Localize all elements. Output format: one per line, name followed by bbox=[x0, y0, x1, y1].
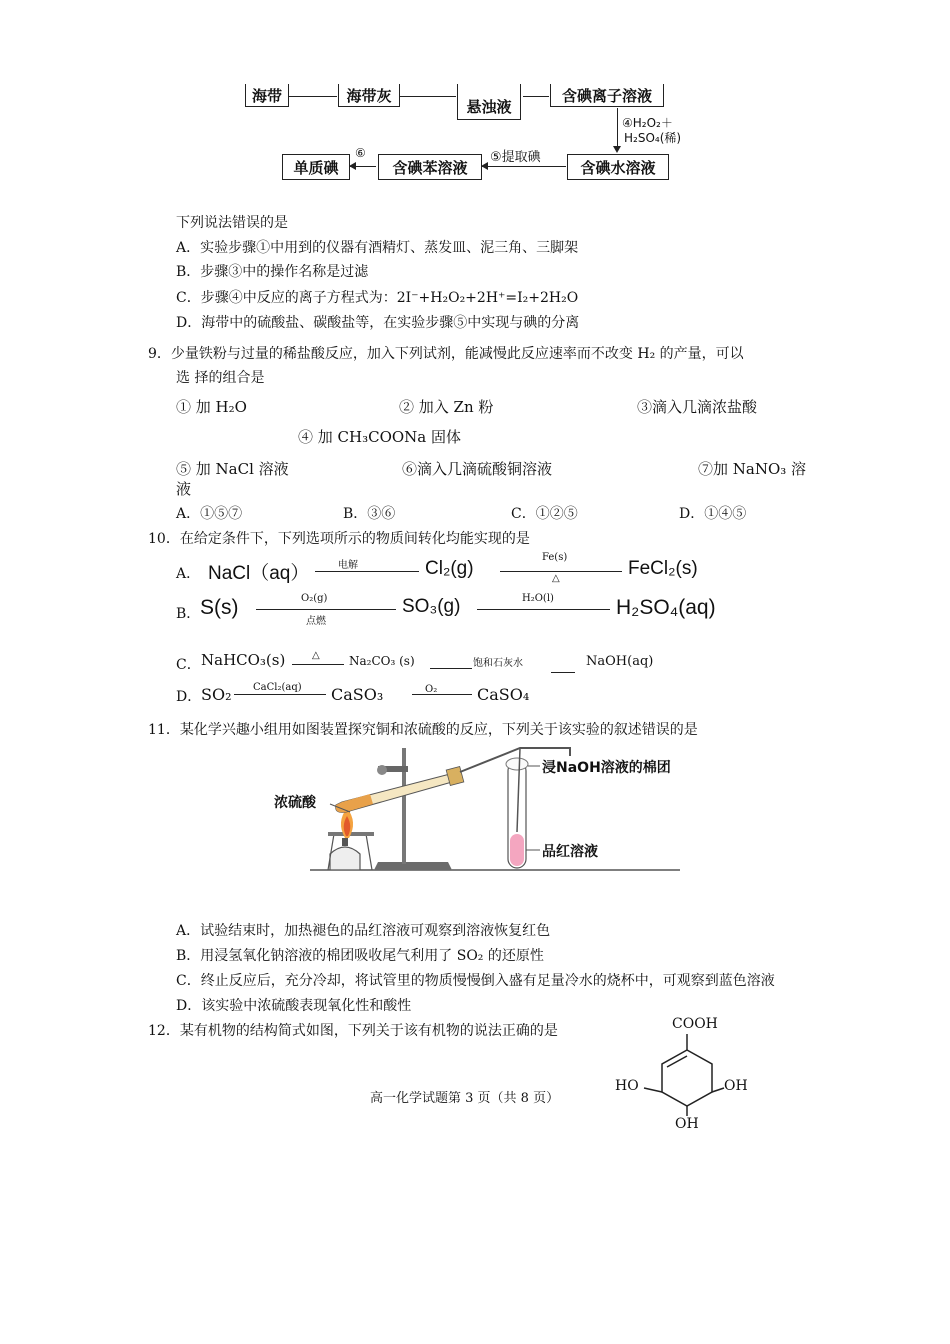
q9-choice-c: C．①②⑤ bbox=[511, 506, 578, 522]
q10-d-species-3: CaSO₄ bbox=[477, 685, 530, 704]
q9-choice-b: B．③⑥ bbox=[343, 506, 396, 522]
q9-stem-line1: 9．少量铁粉与过量的稀盐酸反应，加入下列试剂，能减慢此反应速率而不改变 H₂ 的产量，可以 bbox=[148, 346, 744, 362]
q10-d-species-2: CaSO₃ bbox=[331, 685, 384, 704]
q10-c-species-1: NaHCO₃(s) bbox=[201, 651, 286, 669]
q8-option-a: A．实验步骤①中用到的仪器有酒精灯、蒸发皿、泥三角、三脚架 bbox=[176, 240, 579, 256]
q10-a-arrow-2 bbox=[500, 571, 622, 572]
flow-step6: ⑥ bbox=[355, 146, 366, 160]
q10-c-arrow-2b bbox=[551, 672, 575, 673]
q10-a-condition-2a: Fe(s) bbox=[542, 552, 568, 563]
q10-a-species-1: NaCl（aq） bbox=[208, 563, 310, 584]
label-naoh-cotton: 浸NaOH溶液的棉团 bbox=[542, 760, 671, 776]
q10-d-species-1: SO₂ bbox=[201, 685, 232, 704]
q10-b-species-2: SO₃(g) bbox=[402, 596, 461, 617]
flow-step4-line2: H₂SO₄(稀) bbox=[624, 131, 682, 145]
structure-cooh: COOH bbox=[672, 1016, 718, 1032]
q10-b-species-1: S(s) bbox=[200, 596, 239, 619]
q10-b-condition-1b: 点燃 bbox=[306, 616, 326, 627]
q10-c-species-3: NaOH(aq) bbox=[586, 654, 654, 669]
q8-option-c: C．步骤④中反应的离子方程式为：2I⁻+H₂O₂+2H⁺=I₂+2H₂O bbox=[176, 290, 579, 306]
arrow-head-left-icon bbox=[349, 162, 356, 170]
q10-c-label: C． bbox=[176, 657, 201, 673]
arrow-head-down-icon bbox=[613, 146, 621, 153]
flow-box-seaweed: 海带 bbox=[245, 84, 289, 107]
page-footer: 高一化学试题第 3 页（共 8 页） bbox=[370, 1091, 560, 1106]
q9-item-7a: ⑦加 NaNO₃ 溶 bbox=[698, 460, 807, 478]
q10-a-condition-2b: △ bbox=[552, 573, 560, 584]
flow-step4-line1: ④H₂O₂＋ bbox=[622, 116, 673, 130]
q11-option-a: A．试验结束时，加热褪色的品红溶液可观察到溶液恢复红色 bbox=[176, 923, 551, 939]
flow-box-suspension: 悬浊液 bbox=[457, 84, 521, 120]
structure-oh-left: HO bbox=[615, 1078, 639, 1094]
q9-item-5: ⑤ 加 NaCl 溶液 bbox=[176, 460, 289, 478]
flow-box-iodine: 单质碘 bbox=[282, 154, 350, 180]
flow-box-iodine-water: 含碘水溶液 bbox=[567, 154, 669, 180]
q10-d-condition-1: CaCl₂(aq) bbox=[253, 682, 302, 693]
q9-choice-d: D．①④⑤ bbox=[679, 506, 747, 522]
q11-option-b: B．用浸氢氧化钠溶液的棉团吸收尾气利用了 SO₂ 的还原性 bbox=[176, 948, 544, 964]
flow-box-iodide-solution: 含碘离子溶液 bbox=[550, 84, 664, 107]
structure-oh-right: OH bbox=[724, 1078, 748, 1094]
q10-c-arrow-2a bbox=[430, 668, 472, 669]
q11-option-c: C．终止反应后，充分冷却，将试管里的物质慢慢倒入盛有足量冷水的烧杯中，可观察到蓝色溶液 bbox=[176, 973, 775, 989]
q10-d-label: D． bbox=[176, 689, 202, 705]
q9-item-6: ⑥滴入几滴硫酸铜溶液 bbox=[402, 460, 553, 478]
q10-c-condition-1: △ bbox=[312, 650, 320, 661]
q10-a-species-3: FeCl₂(s) bbox=[628, 558, 698, 579]
q9-item-2: ② 加入 Zn 粉 bbox=[399, 398, 494, 416]
apparatus-figure bbox=[270, 742, 690, 878]
q10-d-condition-2: O₂ bbox=[425, 684, 438, 695]
flow-box-iodine-benzene: 含碘苯溶液 bbox=[378, 154, 482, 180]
q9-item-3: ③滴入几滴浓盐酸 bbox=[637, 398, 758, 416]
q11-stem: 11．某化学兴趣小组用如图装置探究铜和浓硫酸的反应，下列关于该实验的叙述错误的是 bbox=[148, 722, 698, 738]
structure-figure bbox=[612, 1012, 762, 1136]
flow-box-seaweed-ash: 海带灰 bbox=[338, 84, 400, 107]
label-magenta-solution: 品红溶液 bbox=[542, 844, 598, 860]
q9-stem-line2: 选 择的组合是 bbox=[176, 370, 265, 386]
q10-c-species-2: Na₂CO₃ (s) bbox=[349, 654, 415, 668]
q10-b-label: B． bbox=[176, 606, 201, 622]
arrow-head-left-icon bbox=[481, 162, 488, 170]
flow-arrow bbox=[523, 96, 549, 97]
flow-arrow bbox=[482, 166, 566, 167]
q10-a-species-2: Cl₂(g) bbox=[425, 558, 474, 579]
q10-a-arrow-1 bbox=[315, 571, 419, 572]
q10-d-arrow-2 bbox=[412, 694, 472, 695]
q10-b-condition-1a: O₂(g) bbox=[301, 593, 328, 604]
q10-c-arrow-1 bbox=[292, 664, 344, 665]
q10-b-species-3: H₂SO₄(aq) bbox=[616, 596, 716, 619]
q10-b-arrow-1 bbox=[256, 609, 396, 610]
label-concentrated-acid: 浓硫酸 bbox=[274, 795, 316, 811]
q8-option-b: B．步骤③中的操作名称是过滤 bbox=[176, 264, 369, 280]
q9-item-4: ④ 加 CH₃COONa 固体 bbox=[298, 428, 462, 446]
flow-arrow-down bbox=[617, 108, 618, 150]
q10-stem: 10．在给定条件下，下列选项所示的物质间转化均能实现的是 bbox=[148, 531, 530, 547]
structure-oh-bottom: OH bbox=[675, 1116, 699, 1132]
q10-d-arrow-1 bbox=[234, 694, 326, 695]
q9-choice-a: A．①⑤⑦ bbox=[176, 506, 243, 522]
q8-option-d: D．海带中的硫酸盐、碳酸盐等，在实验步骤⑤中实现与碘的分离 bbox=[176, 315, 580, 331]
q10-a-condition-1: 电解 bbox=[338, 560, 358, 571]
q12-stem: 12．某有机物的结构简式如图，下列关于该有机物的说法正确的是 bbox=[148, 1023, 558, 1039]
q9-item-7b: 液 bbox=[176, 480, 192, 498]
flow-step5: ⑤提取碘 bbox=[490, 150, 541, 165]
flow-arrow bbox=[289, 96, 337, 97]
q11-option-d: D．该实验中浓硫酸表现氧化性和酸性 bbox=[176, 998, 412, 1014]
q10-c-condition-2: 饱和石灰水 bbox=[473, 658, 523, 669]
q10-a-label: A． bbox=[176, 566, 201, 582]
q10-b-condition-2: H₂O(l) bbox=[522, 593, 554, 604]
q8-stem: 下列说法错误的是 bbox=[176, 215, 288, 231]
q9-item-1: ① 加 H₂O bbox=[176, 398, 247, 416]
flow-arrow bbox=[400, 96, 456, 97]
q10-b-arrow-2 bbox=[477, 609, 610, 610]
